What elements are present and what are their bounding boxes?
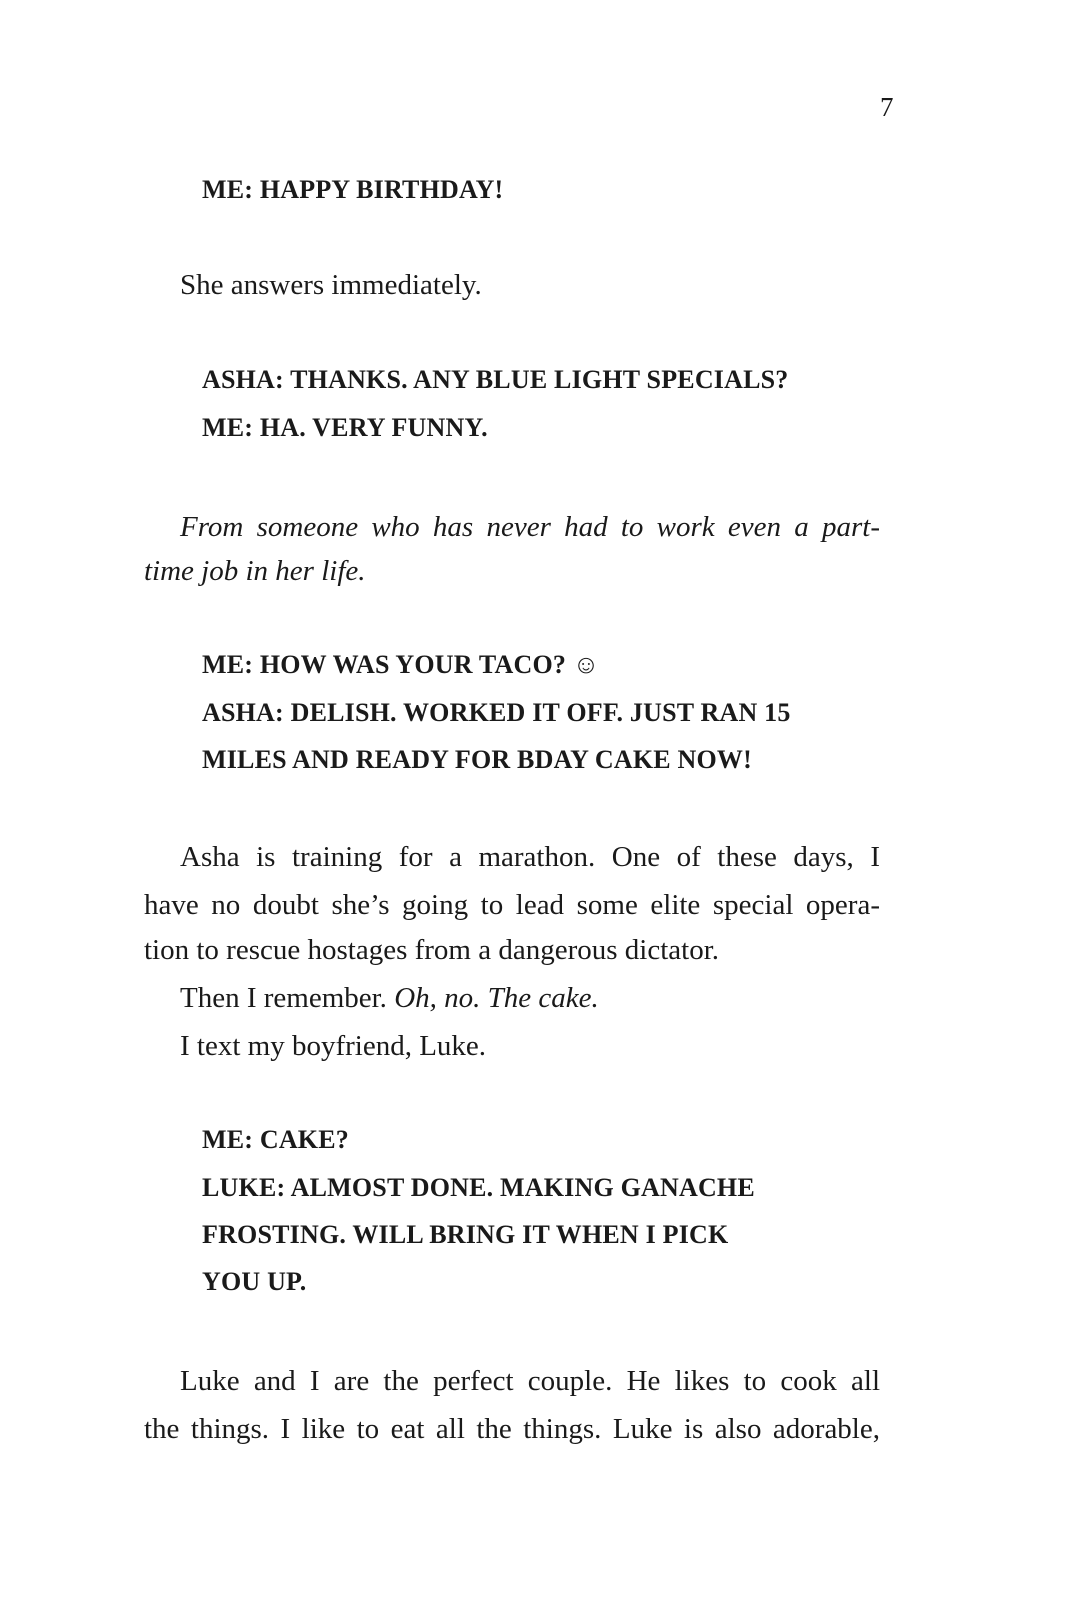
text-message-line: ASHA: THANKS. ANY BLUE LIGHT SPECIALS? xyxy=(202,365,789,394)
paragraph-line: Luke and I are the perfect couple. He likes to cook all xyxy=(180,1365,880,1397)
text-message-line: ME: CAKE? xyxy=(202,1125,349,1154)
text-message-line: LUKE: ALMOST DONE. MAKING GANACHE xyxy=(202,1173,755,1202)
paragraph-line: tion to rescue hostages from a dangerous dictator. xyxy=(144,934,720,966)
italic-paragraph-line: From someone who has never had to work even a part- xyxy=(180,511,880,543)
text-message-line: ME: HOW WAS YOUR TACO? ☺ xyxy=(202,650,600,679)
text-message-line: MILES AND READY FOR BDAY CAKE NOW! xyxy=(202,745,752,774)
paragraph-line: She answers immediately. xyxy=(180,269,482,301)
paragraph-line: I text my boyfriend, Luke. xyxy=(180,1030,487,1062)
italic-phrase: Oh, no. The cake. xyxy=(394,982,599,1014)
paragraph-text: Then I remember. xyxy=(180,982,395,1014)
paragraph-line: Asha is training for a marathon. One of these days, I xyxy=(180,841,880,873)
text-message-line: YOU UP. xyxy=(202,1267,307,1296)
paragraph-line: have no doubt she’s going to lead some elite special opera- xyxy=(144,889,880,921)
text-message-line: ME: HAPPY BIRTHDAY! xyxy=(202,175,504,204)
text-message-line: ASHA: DELISH. WORKED IT OFF. JUST RAN 15 xyxy=(202,698,791,727)
italic-paragraph-line: time job in her life. xyxy=(144,555,366,587)
paragraph-line: the things. I like to eat all the things. Luke is also adorable, xyxy=(144,1413,880,1445)
paragraph-line xyxy=(180,981,599,1015)
text-message-line: ME: HA. VERY FUNNY. xyxy=(202,413,488,442)
page-number: 7 xyxy=(880,92,894,122)
text-message-line: FROSTING. WILL BRING IT WHEN I PICK xyxy=(202,1220,729,1249)
